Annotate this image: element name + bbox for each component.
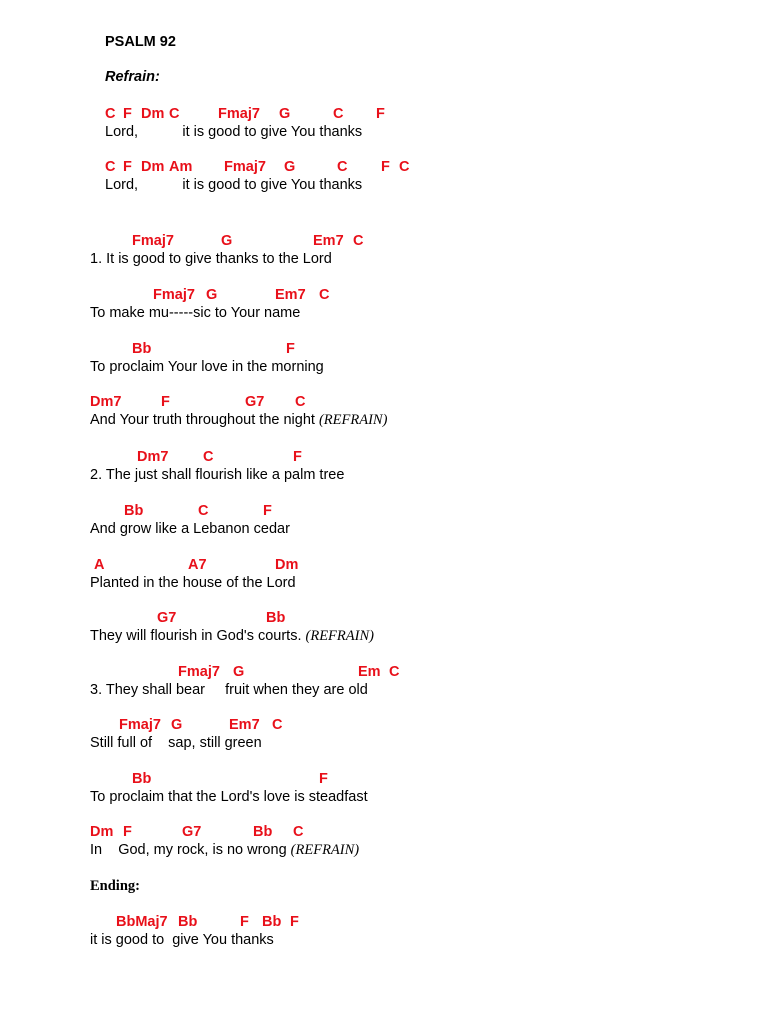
chord-label: F — [376, 106, 385, 122]
chord-label: G — [171, 717, 183, 733]
lyric-line — [90, 411, 387, 429]
chord-label: F — [123, 824, 132, 840]
chord-label: C — [203, 449, 214, 465]
refrain-heading: Refrain: — [105, 69, 160, 85]
chord-label: G7 — [245, 394, 265, 410]
chord-label: C — [105, 106, 116, 122]
chord-label: G7 — [182, 824, 202, 840]
chord-label: G — [279, 106, 291, 122]
chord-label: G — [233, 664, 245, 680]
lyric-line — [90, 734, 262, 752]
lyric-text: Planted in the house of the Lord — [90, 575, 296, 591]
chord-label: Em7 — [313, 233, 344, 249]
chord-label: F — [286, 341, 295, 357]
refrain-tag: (REFRAIN) — [318, 412, 388, 428]
lyric-line — [105, 123, 362, 141]
lyric-line — [90, 520, 290, 538]
lyric-text: To proclaim Your love in the morning — [90, 359, 324, 375]
lyric-line — [90, 841, 359, 859]
chord-label: F — [123, 159, 132, 175]
chord-label: Dm7 — [90, 394, 122, 410]
chord-label: F — [123, 106, 132, 122]
chord-label: Bb — [178, 914, 198, 930]
chord-label: Bb — [132, 341, 152, 357]
chord-label: C — [105, 159, 116, 175]
chord-label: Fmaj7 — [132, 233, 174, 249]
chord-label: F — [161, 394, 170, 410]
chord-label: C — [169, 106, 180, 122]
lyric-text: 1. It is good to give thanks to the Lord — [90, 251, 332, 267]
chord-label: Fmaj7 — [153, 287, 195, 303]
chord-label: F — [381, 159, 390, 175]
chord-label: C — [389, 664, 400, 680]
lyric-text: To proclaim that the Lord's love is steadfast — [90, 789, 368, 805]
chord-label: Dm — [141, 159, 165, 175]
lyric-text: To make mu-----sic to Your name — [90, 305, 301, 321]
chord-label: Dm — [90, 824, 114, 840]
chord-label: Em — [358, 664, 381, 680]
lyric-text: In God, my rock, is no wrong — [90, 842, 291, 858]
chord-label: G — [284, 159, 296, 175]
chord-label: C — [337, 159, 348, 175]
chord-label: C — [353, 233, 364, 249]
lyric-text: 2. The just shall flourish like a palm tree — [90, 467, 345, 483]
chord-label: G — [221, 233, 233, 249]
lyric-line — [90, 788, 368, 806]
chord-label: Bb — [124, 503, 144, 519]
chord-label: C — [272, 717, 283, 733]
refrain-tag: (REFRAIN) — [305, 628, 374, 644]
lyric-line — [90, 304, 300, 322]
song-title: PSALM 92 — [105, 34, 176, 50]
lyric-text: 3. They shall bear fruit when they are old — [90, 682, 368, 698]
chord-label: F — [319, 771, 328, 787]
chord-label: Bb — [266, 610, 286, 626]
chord-label: Fmaj7 — [119, 717, 161, 733]
lyric-line — [90, 681, 368, 699]
chord-label: F — [240, 914, 249, 930]
chord-label: F — [293, 449, 302, 465]
chord-label: Fmaj7 — [218, 106, 260, 122]
lyric-text: Lord, it is good to give You thanks — [105, 177, 363, 193]
lyric-line — [105, 176, 362, 194]
chord-label: Em7 — [229, 717, 260, 733]
lyric-text: Still full of sap, still green — [90, 735, 262, 751]
lyric-text: And Your truth throughout the night — [90, 412, 319, 428]
chord-label: C — [293, 824, 304, 840]
lyric-line — [90, 358, 324, 376]
chord-label: Dm7 — [137, 449, 169, 465]
lyric-line — [90, 250, 332, 268]
chord-label: Fmaj7 — [178, 664, 220, 680]
chord-label: Bb — [132, 771, 152, 787]
chord-label: Fmaj7 — [224, 159, 266, 175]
ending-heading: Ending: — [90, 878, 140, 894]
chord-label: C — [333, 106, 344, 122]
chord-label: F — [290, 914, 299, 930]
chord-label: C — [399, 159, 410, 175]
chord-label: A7 — [188, 557, 207, 573]
lyric-line — [90, 627, 374, 645]
chord-label: Dm — [141, 106, 165, 122]
chord-label: F — [263, 503, 272, 519]
chord-label: C — [319, 287, 330, 303]
chord-label: C — [198, 503, 209, 519]
chord-label: Bb — [262, 914, 282, 930]
lyric-text: it is good to give You thanks — [90, 932, 274, 948]
chord-label: G — [206, 287, 218, 303]
chord-label: A — [94, 557, 105, 573]
chord-label: Em7 — [275, 287, 306, 303]
chord-label: BbMaj7 — [116, 914, 168, 930]
lyric-text: They will flourish in God's courts. — [90, 628, 306, 644]
lyric-line — [90, 931, 274, 949]
chord-label: Dm — [275, 557, 299, 573]
chord-label: Am — [169, 159, 193, 175]
lyric-text: And grow like a Lebanon cedar — [90, 521, 290, 537]
chord-label: C — [295, 394, 306, 410]
chord-label: G7 — [157, 610, 177, 626]
lyric-line — [90, 574, 296, 592]
chord-label: Bb — [253, 824, 273, 840]
lyric-text: Lord, it is good to give You thanks — [105, 124, 363, 140]
lyric-line — [90, 466, 344, 484]
refrain-tag: (REFRAIN) — [290, 842, 360, 858]
